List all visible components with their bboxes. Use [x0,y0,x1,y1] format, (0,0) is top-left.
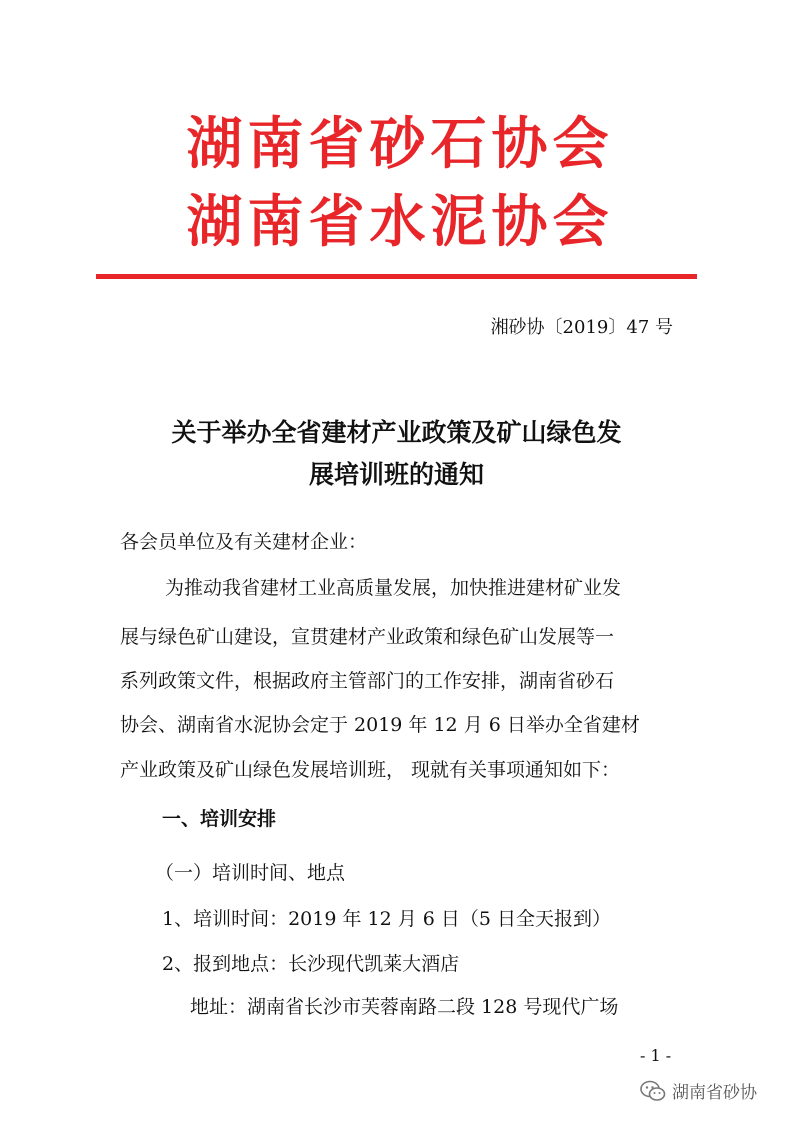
body-line: 协会、湖南省水泥协会定于 2019 年 12 月 6 日举办全省建材 [120,714,640,736]
body-line: 产业政策及矿山绿色发展培训班， 现就有关事项通知如下： [120,759,621,781]
body-line: 系列政策文件，根据政府主管部门的工作安排，湖南省砂石 [120,670,615,692]
address-line: 地址：湖南省长沙市芙蓉南路二段 128 号现代广场 [190,996,619,1018]
section-heading: 一、培训安排 [162,808,277,830]
body-line: 展与绿色矿山建设，宣贯建材产业政策和绿色矿山发展等一 [120,626,615,648]
document-number: 湘砂协〔2019〕47 号 [490,317,673,338]
org-name-cement: 湖南省水泥协会 [186,190,614,255]
wechat-icon [640,1080,666,1102]
list-item: 1、培训时间：2019 年 12 月 6 日（5 日全天报到） [162,908,612,930]
doc-title-line-1: 关于举办全省建材产业政策及矿山绿色发 [171,418,622,447]
page-number: - 1 - [640,1046,672,1065]
watermark-text: 湖南省砂协 [672,1083,757,1103]
list-item: 2、报到地点：长沙现代凯莱大酒店 [162,953,460,975]
salutation: 各会员单位及有关建材企业： [120,531,368,553]
red-divider [96,274,697,279]
wechat-watermark [640,1078,757,1103]
doc-title-line-2: 展培训班的通知 [308,460,484,489]
sub-heading: （一）培训时间、地点 [155,862,346,884]
org-name-sand-stone: 湖南省砂石协会 [186,112,614,177]
body-line: 为推动我省建材工业高质量发展，加快推进建材矿业发 [165,577,622,599]
